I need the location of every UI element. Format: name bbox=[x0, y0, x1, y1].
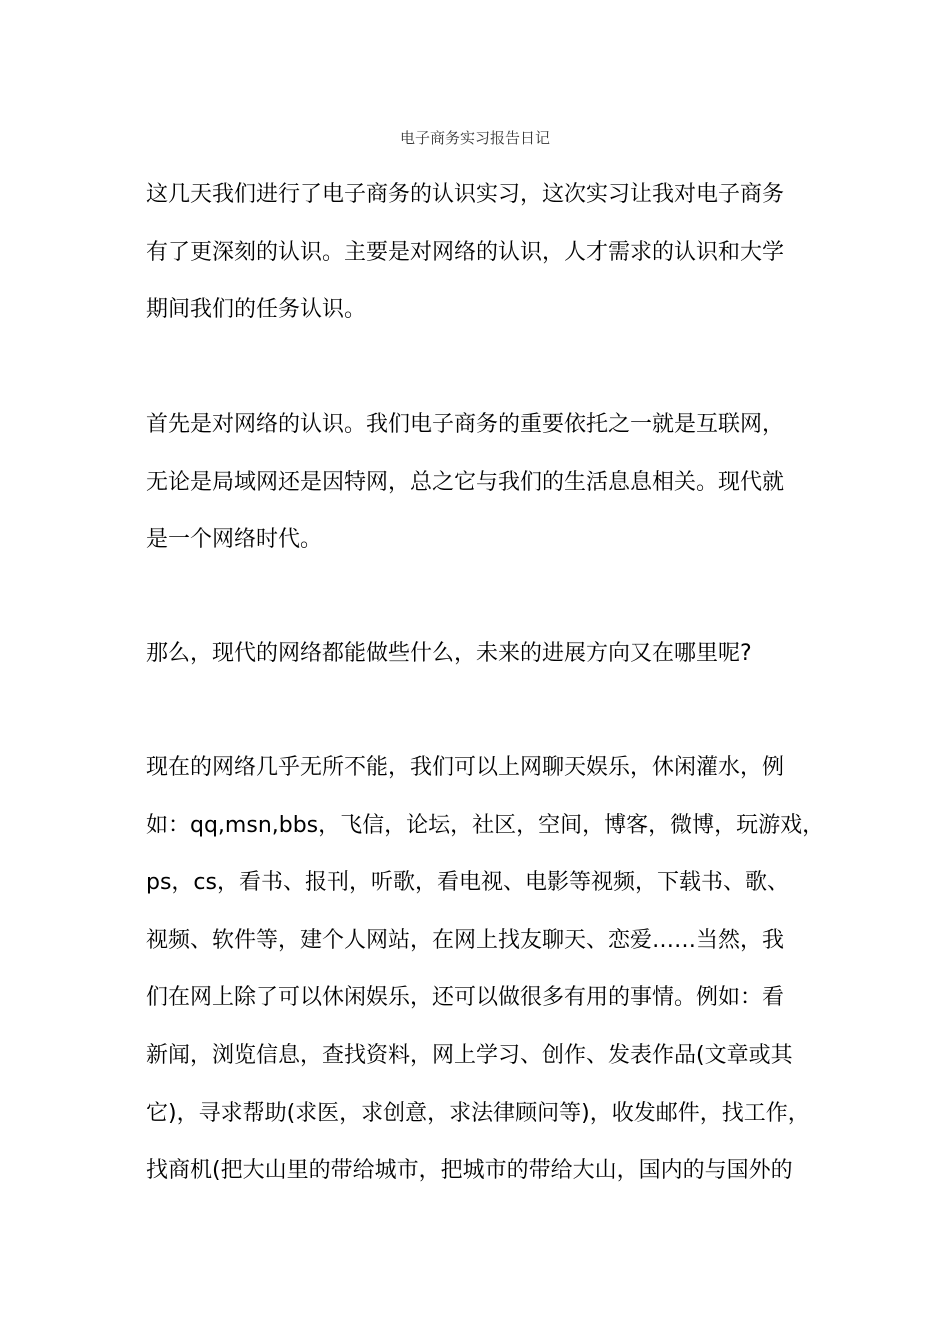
paragraph-1 bbox=[146, 166, 818, 339]
paragraph-line: 找商机(把大山里的带给城市，把城市的带给大山，国内的与国外的 bbox=[146, 1158, 793, 1184]
paragraph-4 bbox=[146, 739, 825, 1200]
paragraph-line: 是一个网络时代。 bbox=[146, 527, 323, 553]
paragraph-2 bbox=[146, 396, 818, 569]
paragraph-line: 新闻，浏览信息，查找资料，网上学习、创作、发表作品(文章或其 bbox=[146, 1042, 793, 1068]
paragraph-line: 这几天我们进行了电子商务的认识实习，这次实习让我对电子商务 bbox=[146, 182, 785, 207]
paragraph-line: 有了更深刻的认识。主要是对网络的认识，人才需求的认识和大学 bbox=[146, 239, 785, 265]
paragraph-line: 们在网上除了可以休闲娱乐，还可以做很多有用的事情。例如：看 bbox=[146, 985, 785, 1011]
paragraph-line: ps，cs，看书、报刊，听歌，看电视、电影等视频，下载书、歌、 bbox=[146, 870, 789, 896]
paragraph-line: 它)，寻求帮助(求医，求创意，求法律顾问等)，收发邮件，找工作， bbox=[146, 1100, 810, 1126]
paragraph-line: 那么，现代的网络都能做些什么，未来的进展方向又在哪里呢? bbox=[146, 641, 752, 666]
paragraph-line: 如：qq,msn,bbs，飞信，论坛，社区，空间，博客，微博，玩游戏， bbox=[146, 812, 825, 838]
paragraph-line: 无论是局域网还是因特网，总之它与我们的生活息息相关。现代就 bbox=[146, 469, 785, 495]
paragraph-line: 现在的网络几乎无所不能，我们可以上网聊天娱乐，休闲灌水，例 bbox=[146, 755, 785, 780]
document-title: 电子商务实习报告日记 bbox=[399, 129, 550, 147]
paragraph-3 bbox=[146, 625, 818, 683]
paragraph-line: 期间我们的任务认识。 bbox=[146, 297, 367, 323]
paragraph-line: 视频、软件等，建个人网站，在网上找友聊天、恋爱……当然，我 bbox=[146, 927, 785, 953]
paragraph-line: 首先是对网络的认识。我们电子商务的重要依托之一就是互联网， bbox=[146, 412, 785, 437]
